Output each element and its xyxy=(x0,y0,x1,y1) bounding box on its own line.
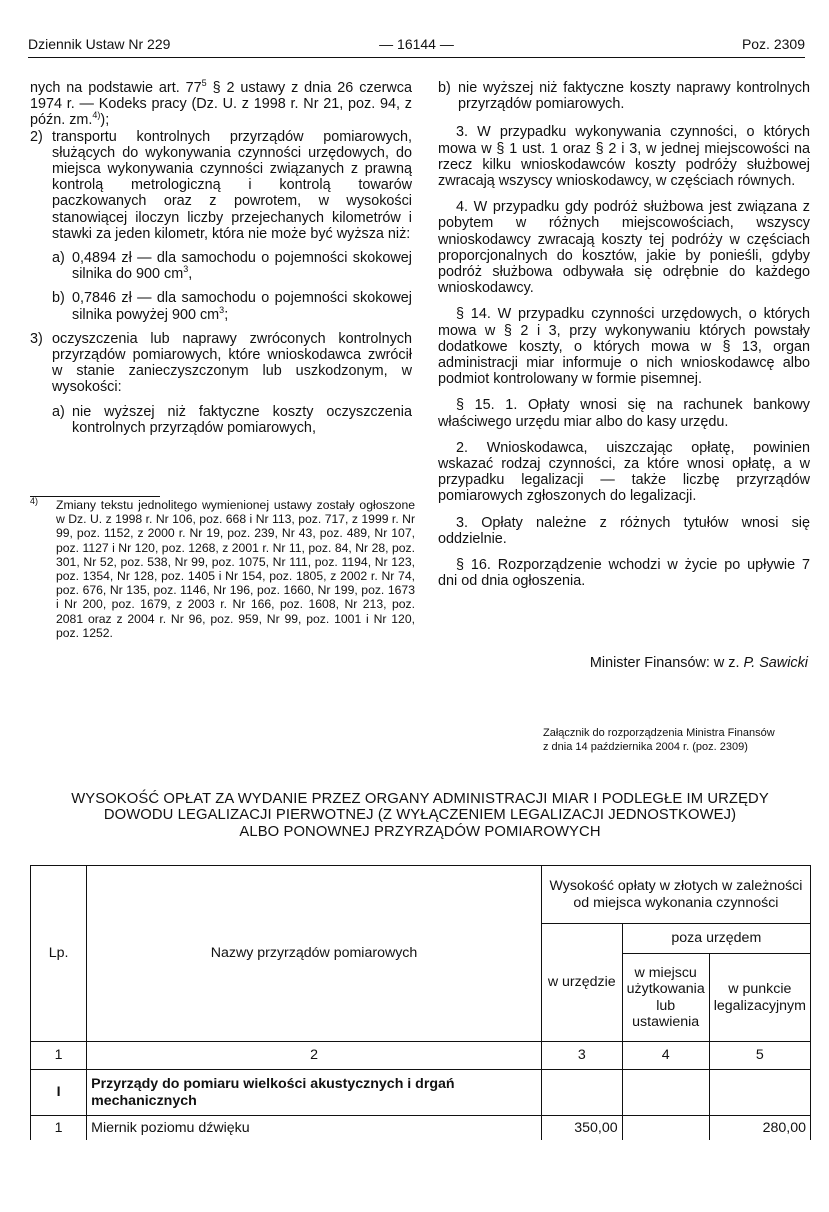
row-lp: 1 xyxy=(31,1116,87,1140)
section-title: Przyrządy do pomiaru wielkości akustycznych i drgań mechanicznych xyxy=(87,1070,542,1116)
section-empty-3 xyxy=(541,1070,622,1116)
list-item-3a: a) nie wyższej niż faktyczne koszty oczyszczenia kontrolnych przyrządów pomiarowych, xyxy=(52,403,412,436)
section-number: I xyxy=(31,1070,87,1116)
paragraph-14: § 14. W przypadku czynności urzędowych, o których mowa w § 2 i 3, przy wykonywaniu których powstały dodatkowe koszty, o których mowa w § 13, organ administracji miar informuje o nich wnioskodawcę albo podmiot kontrolowany w formie pisemnej. xyxy=(438,306,810,388)
paragraph-13-3: 3. W przypadku wykonywania czynności, o których mowa w § 1 ust. 1 oraz § 2 i 3, w jednej miejscowości na rzecz kilku wnioskodawców koszty podróży służbowej zwracają wszyscy wnioskodawcy, w częściach równych. xyxy=(438,124,810,190)
position-number: Poz. 2309 xyxy=(741,36,805,52)
table-row xyxy=(31,1116,811,1140)
journal-title: Dziennik Ustaw Nr 229 xyxy=(28,36,171,52)
paragraph-15-2: 2. Wnioskodawca, uiszczając opłatę, powinien wskazać rodzaj czynności, za które wnosi opłatę, a w przypadku legalizacji — także liczbę przyrządów pomiarowych zgłoszonych do legalizacji. xyxy=(438,439,810,505)
signature-name: P. Sawicki xyxy=(743,655,808,671)
col-number-3: 3 xyxy=(541,1042,622,1070)
list-item-2a: a) 0,4894 zł — dla samochodu o pojemności skokowej silnika do 900 $cm^3$, xyxy=(52,250,412,283)
row-name: Miernik poziomu dźwięku xyxy=(87,1116,542,1140)
header-divider xyxy=(28,57,805,58)
header-lp: Lp. xyxy=(31,866,87,1042)
header-outside: poza urzędem xyxy=(622,924,810,954)
left-column xyxy=(30,80,412,444)
col-number-1: 1 xyxy=(31,1042,87,1070)
list-item-2b: b) 0,7846 zł — dla samochodu o pojemności skokowej silnika powyżej 900 $cm^3$; xyxy=(52,290,412,323)
row-at-user xyxy=(622,1116,709,1140)
col-number-5: 5 xyxy=(709,1042,810,1070)
paragraph-16: § 16. Rozporządzenie wchodzi w życie po upływie 7 dni od dnia ogłoszenia. xyxy=(438,557,810,590)
item1-continuation: nych na podstawie art. $77^5$ § 2 ustawy z dnia 26 czerwca 1974 r. — Kodeks pracy (Dz. U. z 1998 r. Nr 21, poz. 94, z późn. zm.$^{4)}$); xyxy=(30,78,412,129)
header-in-office: w urzędzie xyxy=(541,924,622,1042)
paragraph-13-4: 4. W przypadku gdy podróż służbowa jest związana z pobytem w różnych miejscowościach, wszyscy wnioskodawcy zwracają koszty tej podróży w częściach proporcjonalnych do kosztów, jakie by ponieśli, gdyby podróż służbowa odbywała się odrębnie do każdego wnioskodawcy. xyxy=(438,199,810,297)
signature xyxy=(590,655,808,671)
fees-table xyxy=(30,865,811,1140)
list-item-2: 2) transportu kontrolnych przyrządów pomiarowych, służących do wykonywania czynności urzędowych, do miejsca wykonywania czynności związanych z prawną kontrolą metrologiczną i kontrolą towarów paczkowanych oraz z powrotem, w wysokości stanowiącej iloczyn liczby przejechanych kilometrów i stawki za jeden kilometr, która nie może być wyższa niż: xyxy=(30,128,412,242)
annex-note: Załącznik do rozporządzenia Ministra Finansów z dnia 14 października 2004 r. (poz. 2309) xyxy=(543,727,775,753)
row-at-point: 280,00 xyxy=(709,1116,810,1140)
list-item-3b: b) nie wyższej niż faktyczne koszty naprawy kontrolnych przyrządów pomiarowych. xyxy=(438,80,810,113)
annex-title: WYSOKOŚĆ OPŁAT ZA WYDANIE PRZEZ ORGANY ADMINISTRACJI MIAR I PODLEGŁE IM URZĘDY DOWODU LEGALIZACJI PIERWOTNEJ (Z WYŁĄCZENIEM LEGALIZACJI JEDNOSTKOWEJ) ALBO PONOWNEJ PRZYRZĄDÓW POMIAROWYCH xyxy=(71,791,769,840)
paragraph-15-1: § 15. 1. Opłaty wnosi się na rachunek bankowy właściwego urzędu miar albo do kasy urzędu. xyxy=(438,397,810,430)
paragraph-15-3: 3. Opłaty należne z różnych tytułów wnosi się oddzielnie. xyxy=(438,514,810,547)
col-number-4: 4 xyxy=(622,1042,709,1070)
row-in-office: 350,00 xyxy=(541,1116,622,1140)
section-empty-5 xyxy=(709,1070,810,1116)
header-at-point: w punkcie legalizacyjnym xyxy=(709,954,810,1042)
right-column xyxy=(438,80,810,599)
header-name: Nazwy przyrządów pomiarowych xyxy=(87,866,542,1042)
page-header xyxy=(28,36,805,56)
header-at-user: w miejscu użytkowania lub ustawienia xyxy=(622,954,709,1042)
section-empty-4 xyxy=(622,1070,709,1116)
footnote-divider xyxy=(30,496,160,497)
col-number-2: 2 xyxy=(87,1042,542,1070)
signature-label: Minister Finansów: w z. xyxy=(589,655,744,671)
page-number: — 16144 — xyxy=(379,36,454,52)
header-fee-group: Wysokość opłaty w złotych w zależności od miejsca wykonania czynności xyxy=(541,866,810,924)
footnote: $^{4)}$ Zmiany tekstu jednolitego wymienionej ustawy zostały ogłoszone w Dz. U. z 1998 r. Nr 106, poz. 668 i Nr 113, poz. 717, z 1999 r. Nr 99, poz. 1152, z 2000 r. Nr 19, poz. 239, Nr 43, poz. 489, Nr 107, poz. 1127 i Nr 120, poz. 1268, z 2001 r. Nr 11, poz. 84, Nr 28, poz. 301, Nr 52, poz. 538, Nr 99, poz. 1075, Nr 111, poz. 1194, Nr 123, poz. 1354, Nr 128, poz. 1405 i Nr 154, poz. 1805, z 2002 r. Nr 74, poz. 676, Nr 135, poz. 1146, Nr 196, poz. 1660, Nr 199, poz. 1673 i Nr 200, poz. 1679, z 2003 r. Nr 166, poz. 1608, Nr 213, poz. 2081 oraz z 2004 r. Nr 96, poz. 959, Nr 99, poz. 1001 i Nr 120, poz. 1252. xyxy=(30,495,415,640)
list-item-3: 3) oczyszczenia lub naprawy zwróconych kontrolnych przyrządów pomiarowych, które wnioskodawca zwrócił w stanie zanieczyszczonym lub uszkodzonym, w wysokości: xyxy=(30,330,412,396)
